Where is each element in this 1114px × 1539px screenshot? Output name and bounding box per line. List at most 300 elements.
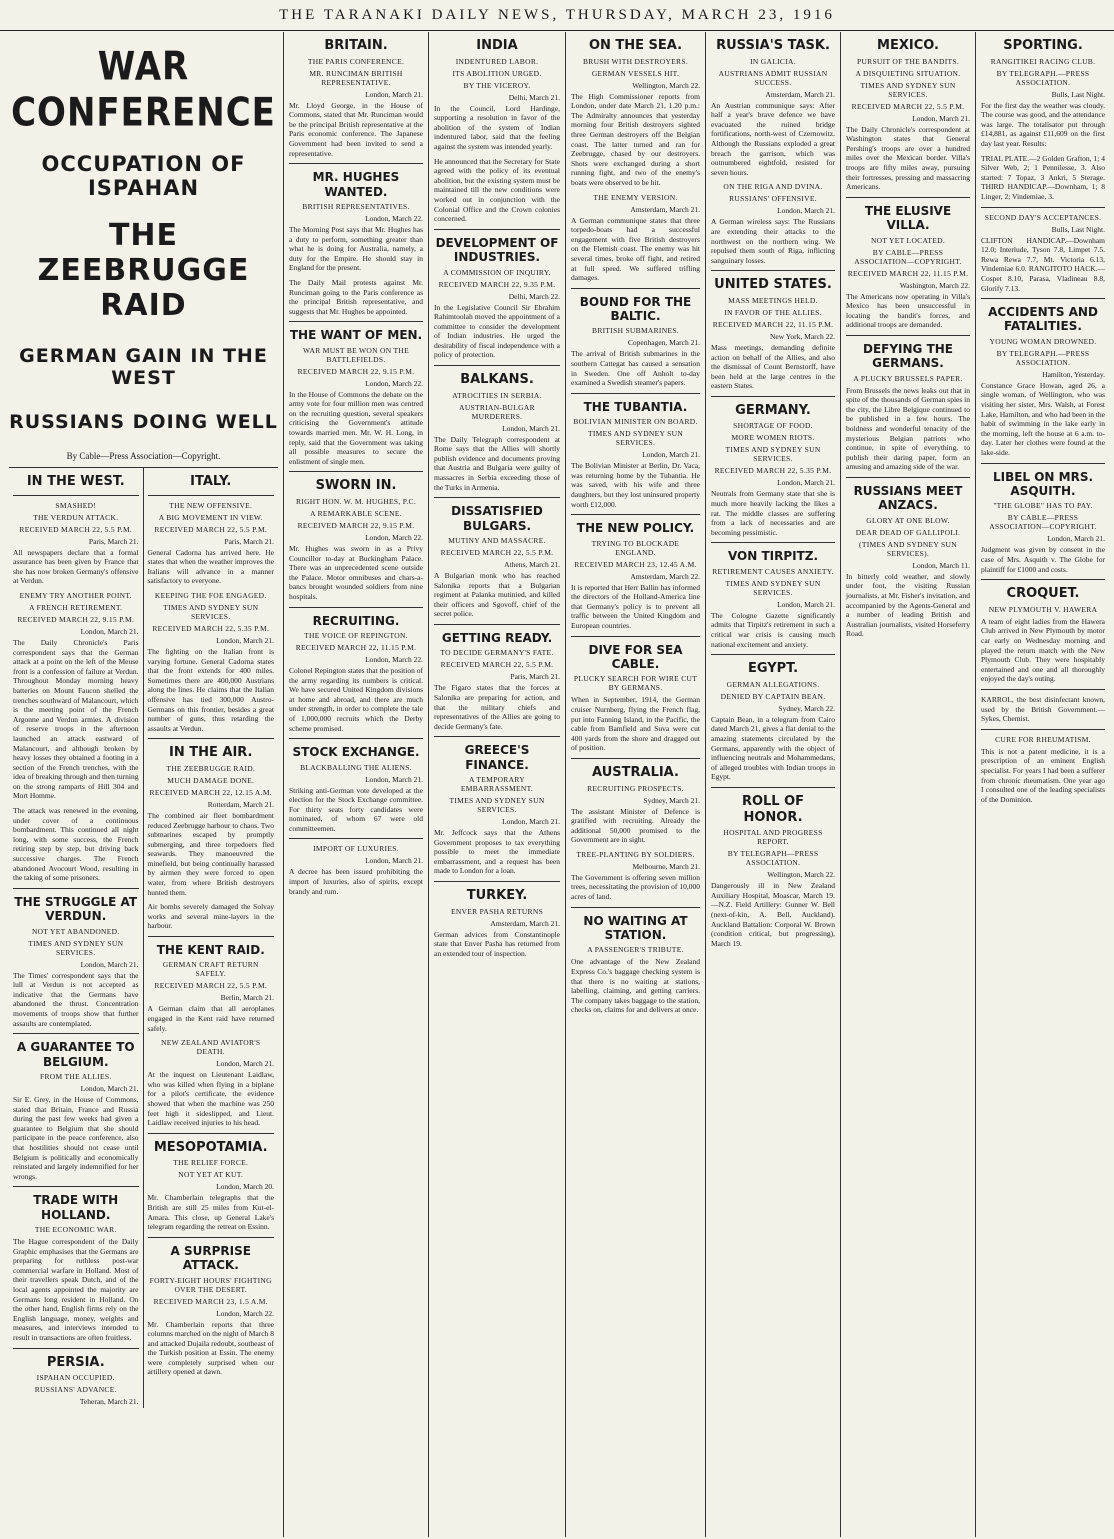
agency-line: TIMES AND SYDNEY SUN SERVICES. — [587, 429, 684, 448]
dateline: Delhi, March 21. — [508, 92, 560, 102]
divider — [434, 881, 560, 882]
article-head-west: IN THE WEST. — [26, 474, 125, 489]
dateline: London, March 21. — [80, 1083, 139, 1093]
article-head-recruiting: RECRUITING. — [312, 613, 400, 628]
received-line: RECEIVED MARCH 22, 5.5 P.M. — [440, 660, 554, 670]
front-credit: By Cable—Press Association—Copyright. — [66, 451, 221, 461]
divider — [289, 738, 423, 739]
divider — [846, 335, 970, 336]
article-body: Judgment was given by consent in the case of Mrs. Asquith v. The Globe for plaintiff for £1000 and costs. — [981, 545, 1105, 574]
dateline: Hamilton, Yesterday. — [1042, 369, 1105, 379]
article-body: Dangerously ill in New Zealand Auxiliary Hospital, Moascar, March 19.—N.Z. Field Artillery: Gunner W. Bell (next-of-kin, A. Bell, Auckland). Auckland Battalion: Corporal W. Brown (condition critical, but progressing), March 19. — [711, 881, 835, 948]
dateline: London, March 21. — [912, 113, 970, 123]
banner-headline-war-conference: WAR CONFERENCE — [11, 44, 276, 136]
article-sub: A DISQUIETING SITUATION. — [855, 68, 961, 78]
article-head-croquet: CROQUET. — [1006, 586, 1080, 602]
article-sub: FORTY-EIGHT HOURS' FIGHTING OVER THE DESERT. — [149, 1275, 272, 1294]
divider — [13, 888, 139, 889]
dateline: Amsterdam, March 22. — [630, 571, 700, 581]
article-sub: THE ENEMY VERSION. — [593, 192, 678, 202]
article-body: Mass meetings, demanding definite action on behalf of the Allies, and also the dismissal of Count Bernstorff, have been held at the large centres in the eastern States. — [711, 342, 835, 391]
article-sub: PLUCKY SEARCH FOR WIRE CUT BY GERMANS. — [573, 674, 698, 693]
divider — [846, 477, 970, 478]
agency-line: BY CABLE—PRESS ASSOCIATION—COPYRIGHT. — [854, 247, 962, 266]
divider — [434, 624, 560, 625]
article-sub: TO DECIDE GERMANY'S FATE. — [440, 648, 554, 658]
article-head-industries: DEVELOPMENT OF INDUSTRIES. — [435, 235, 559, 265]
divider — [711, 542, 835, 543]
article-head-surprise: A SURPRISE ATTACK. — [170, 1243, 251, 1273]
divider — [981, 729, 1105, 730]
agency-line: (TIMES AND SYDNEY SUN SERVICES). — [859, 539, 957, 558]
article-sub: ITS ABOLITION URGED. — [452, 68, 542, 78]
article-head-sea: ON THE SEA. — [588, 38, 683, 53]
divider — [148, 1133, 275, 1134]
article-body: An Austrian communique says: After half a year's brave defence we have evacuated the ruined bridge fortifications, north-west of Czernowitz. Although the Russians exploded a great breach the garrison, which was outnumbered eightfold, resisted for seven hours. — [711, 100, 835, 177]
article-body: The fighting on the Italian front is varying fortune. General Cadorna states that the front extends for 400 miles. Sometimes there are 400,000 Austrians along the lines. He claims that the Italian offensive has tied 300,000 Austro-Germans on this frontier, besides a great number of guns, thus retarding the assaults at Verdun. — [147, 646, 274, 733]
article-sub: MASS MEETINGS HELD. — [728, 295, 818, 305]
article-sub: THE VOICE OF REPINGTON. — [304, 630, 408, 640]
dateline: Teheran, March 21. — [79, 1397, 139, 1407]
article-body: Mr. Jeffcock says that the Athens Government proposes to tax everything possible to meet the immediate embarrassment, and a request has been made to London for a loan. — [434, 828, 560, 876]
dateline: London, March 21. — [80, 959, 139, 969]
article-body: Colonel Repington states that the position of the army regarding its numbers is critical. We have secured United Kingdom divisions at home and abroad, and there are much under strength, in order to complete the tale of 1,000,000 recruits which the Derby scheme promised. — [289, 665, 423, 733]
article-sub: BRITISH REPRESENTATIVES. — [302, 201, 410, 211]
article-body: A Bulgarian monk who has reached Salonika reports that a Bulgarian regiment at Palanka mutinied, and killed their officers and Sgovoff, chief of the secret police. — [434, 571, 560, 619]
article-sub: WAR MUST BE WON ON THE BATTLEFIELDS. — [303, 345, 409, 364]
article-sub: INDENTURED LABOR. — [455, 56, 539, 66]
article-body: In the House of Commons the debate on the army vote for four million men was centred on the recruiting question, several speakers criticising the Government's attitude towards married men. Mr. W. H. Long, in reply, said that the Government was taking all possible measures to secure the enlistment of single men. — [289, 389, 423, 466]
divider — [148, 738, 275, 739]
divider — [434, 365, 560, 366]
column-britain — [284, 32, 429, 1537]
dateline: London, March 21. — [365, 774, 423, 784]
article-sub: RECRUITING PROSPECTS. — [587, 783, 684, 793]
article-body: The arrival of British submarines in the southern Cattegat has caused a sensation in Sweden. One off Anholt to-day examined a Swedish steamer's papers. — [571, 349, 700, 388]
article-sub: BLACKBALLING THE ALIENS. — [300, 762, 412, 772]
received-line: RECEIVED MARCH 22, 5.35 P.M. — [714, 466, 832, 476]
divider — [289, 471, 423, 472]
article-head-germany: GERMANY. — [735, 402, 811, 418]
article-body: In the Legislative Council Sir Ebrahim Rahimtoolah moved the appointment of a committee to consider the development of Indian industries. He urged the desirability of fiscal independence with a policy of protection. — [434, 302, 560, 360]
article-body: The High Commissioner reports from London, under date March 21, 1.20 p.m.: The Admiralty announces that yesterday morning four British destroyers sighted three German destroyers off the Belgian coast. The latter turned and ran for Zeebrugge, chased by our destroyers. Shots were exchanged during a short running fight, and two of the enemy's boats were observed to be hit. — [571, 91, 700, 187]
dateline: London, March 20. — [216, 1182, 274, 1192]
article-head-hughes: MR. HUGHES WANTED. — [312, 170, 400, 199]
article-head-men: THE WANT OF MEN. — [289, 328, 423, 343]
article-sub: SHORTAGE OF FOOD. — [733, 421, 813, 431]
article-sub: GERMAN VESSELS HIT. — [591, 68, 680, 78]
article-sub: CURE FOR RHEUMATISM. — [995, 734, 1091, 744]
article-body: In bitterly cold weather, and slowly under foot, the visiting Russian journalists, at Mr. Fisher's invitation, and accompanied by the Agents-General and a number of leading British and Australian journalists, visited Horseferry Road. — [846, 571, 970, 639]
article-head-holland: TRADE WITH HOLLAND. — [33, 1193, 119, 1222]
article-body: The assistant Minister of Defence is gratified with recruiting. Already the additional 50,000 promised to the Government are in sight. — [571, 806, 700, 845]
divider — [148, 495, 275, 496]
article-body: A team of eight ladies from the Hawera Club arrived in New Plymouth by motor car early on Wednesday morning and played the return match with the New Plymouth Club. They were hospitably entertained and one and all thoroughly enjoyed the day's outing. — [981, 616, 1105, 684]
article-sub: PURSUIT OF THE BANDITS. — [856, 56, 960, 66]
article-sub: IMPORT OF LUXURIES. — [313, 844, 399, 854]
divider — [571, 636, 700, 637]
dateline: Bulls, Last Night. — [1051, 89, 1105, 99]
front-subcolumn-left — [9, 468, 144, 1408]
article-head-anzacs: RUSSIANS MEET ANZACS. — [853, 484, 963, 513]
article-head-mesopotamia: MESOPOTAMIA. — [153, 1139, 268, 1155]
article-body: The Hague correspondent of the Daily Graphic emphasises that the Germans are preparing for ruthless post-war commercial warfare in Holland. Most of their travellers speak Dutch, and of the local agents appointed the majority are Germans long resident in Holland. On the other hand, English firms rely on the English language, money, weights and measures, and interviews intended to result in transactions are often fruitless. — [13, 1237, 139, 1342]
article-body: The Cologne Gazette significantly admits that Tirpitz's retirement in such a critical war crisis is causing much national excitement and anxiety. — [711, 610, 835, 649]
received-line: RECEIVED MARCH 22, 11.15 P.M. — [712, 319, 834, 329]
article-body: The Times' correspondent says that the lull at Verdun is not accepted as indicative that the Germans have abandoned the thrust. Concentration movements of troops show that further assaults are contemplated. — [13, 970, 139, 1028]
divider — [846, 197, 970, 198]
received-line: RECEIVED MARCH 22, 9.15 P.M. — [297, 366, 415, 376]
article-sub: A BIG MOVEMENT IN VIEW. — [158, 512, 263, 522]
article-body: The Bolivian Minister at Berlin, Dr. Vaca, was returning home by the Tubantia. He was saved, with his wife and three daughters, but they lost uninsured property worth £12,000. — [571, 461, 700, 509]
article-body: The attack was renewed in the evening, under cover of a continuous bombardment. This continued all night long, with some success, the French retiring step by step, but driving back successive charges. The French abandoned Avocourt Wood, resulting in the taking of some prisoners. — [13, 806, 139, 883]
received-line: RECEIVED MARCH 23, 12.45 A.M. — [574, 559, 697, 569]
article-body: Mr. Chamberlain telegraphs that the British are still 25 miles from Kut-el-Amara. This close, up General Lake's telegram regarding the retreat on Essinn. — [147, 1193, 274, 1232]
article-body: All newspapers declare that a formal assurance has been given by France that she has now broken Germany's offensive at Verdun. — [13, 547, 139, 586]
article-body: CLIFTON HANDICAP.—Downham 12.0; Interlude, Tyson 7.8, Limpet 7.5. Rewa Rewa 7.7, Mt. Victoria 6.13, Vindemiae 6.0. RANGITOTO HACK.—Cospet 8.10, Parasa, Vladineau 8.8, Glorify 7.13. — [981, 235, 1105, 293]
divider — [981, 463, 1105, 464]
article-sub: "THE GLOBE" HAS TO PAY. — [993, 501, 1093, 511]
divider — [981, 689, 1105, 690]
article-sub: RUSSIANS' ADVANCE. — [34, 1385, 117, 1395]
divider — [289, 838, 423, 839]
article-sub: IN FAVOR OF THE ALLIES. — [724, 307, 822, 317]
dateline: Copenhagen, March 21. — [627, 338, 700, 348]
received-line: RECEIVED MARCH 22, 9.15 P.M. — [297, 521, 415, 531]
banner-headline-german-gain: GERMAN GAIN IN THE WEST — [19, 345, 268, 389]
agency-line: TIMES AND SYDNEY SUN SERVICES. — [163, 602, 259, 621]
front-subcolumn-right — [144, 468, 279, 1408]
article-head-sporting: SPORTING. — [1003, 38, 1083, 53]
column-sea — [566, 32, 706, 1537]
agency-line: TIMES AND SYDNEY SUN SERVICES. — [28, 938, 124, 957]
article-body: Air bombs severely damaged the Solvay works and several mine-layers in the harbour. — [147, 902, 274, 931]
article-body: Striking anti-German vote developed at the election for the Stock Exchange committee. For thirty seats forty candidates were nominated, of whom 67 were old committeemen. — [289, 785, 423, 833]
article-head-stock: STOCK EXCHANGE. — [292, 745, 420, 760]
advertisement: KARROL, the best disinfectant known, used by the British Government.—Sykes, Chemist. — [981, 694, 1105, 724]
article-sub: GERMAN ALLEGATIONS. — [726, 679, 820, 689]
banner-headline-russians: RUSSIANS DOING WELL — [9, 411, 278, 433]
article-head-baltic: BOUND FOR THE BALTIC. — [579, 294, 692, 324]
article-head-us: UNITED STATES. — [714, 277, 832, 293]
article-head-italy: ITALY. — [190, 474, 232, 489]
article-head-verdun: THE STRUGGLE AT VERDUN. — [14, 894, 138, 924]
article-body: One advantage of the New Zealand Express Co.'s baggage checking system is that there is no waiting at stations, labelling, claiming, and getting carriers. The company takes baggage to the station, checks on, claims for and delivers at once. — [571, 957, 700, 1015]
article-sub: A PLUCKY BRUSSELS PAPER. — [853, 373, 963, 383]
dateline: Wellington, March 22. — [632, 80, 700, 90]
dateline: London, March 22. — [365, 654, 423, 664]
column-sporting — [976, 32, 1110, 1537]
divider — [981, 207, 1105, 208]
article-body: Mr. Chamberlain reports that three columns marched on the night of March 8 and attacked Dujaila redoubt, southeast of the Turkish position at Essin. The enemy were completely surprised when our artillery opened at dawn. — [147, 1319, 274, 1377]
divider — [13, 495, 139, 496]
article-sub: THE ZEEBRUGGE RAID. — [166, 763, 256, 773]
divider — [981, 298, 1105, 299]
divider — [434, 229, 560, 230]
article-body: From Brussels the news leaks out that in spite of the thousands of German spies in the city, the Libre Belgique continued to be published in a few hours. The boldness and wonderful tenacity of the mysterious Belgian patriots who continue, in spite of everything, to publish their daring paper, form an amusing and amazing side of the war. — [846, 385, 970, 472]
article-head-bulgars: DISSATISFIED BULGARS. — [451, 504, 543, 533]
article-body: In the Council, Lord Hardinge, supporting a resolution in favor of the abolition of the system of Indian indentured labor, said that the feeling against the system was intended yearly. — [434, 103, 560, 151]
article-head-mexico: MEXICO. — [877, 38, 939, 53]
article-head-cable: DIVE FOR SEA CABLE. — [588, 642, 683, 671]
article-body: The Americans now operating in Villa's Mexico has been unsuccessful in locating the bandit's forces, and additional troops are demanded. — [846, 291, 970, 330]
divider — [148, 1237, 275, 1238]
divider — [711, 396, 835, 397]
divider — [289, 163, 423, 164]
article-sub: MUTINY AND MASSACRE. — [448, 536, 546, 545]
agency-line: BY TELEGRAPH—PRESS ASSOCIATION. — [727, 849, 819, 868]
agency-line: TIMES AND SYDNEY SUN SERVICES. — [449, 796, 545, 815]
article-head-greece: GREECE'S FINANCE. — [464, 743, 530, 772]
article-head-brussels: DEFYING THE GERMANS. — [862, 341, 953, 371]
article-sub: ENEMY TRY ANOTHER POINT. — [19, 590, 132, 600]
article-sub: ATROCITIES IN SERBIA. — [452, 390, 542, 400]
article-sub: KEEPING THE FOE ENGAGED. — [154, 590, 267, 600]
article-body: The Morning Post says that Mr. Hughes has a duty to perform, something greater than what he is doing for Australia, namely, a duty for the Empire. He should stay in England for the present. — [289, 224, 423, 273]
article-sub: RIGHT HON. W. M. HUGHES, P.C. — [295, 497, 417, 507]
article-head-air: IN THE AIR. — [169, 745, 253, 761]
dateline: Athens, March 21. — [504, 560, 560, 569]
dateline: Melbourne, March 21. — [632, 861, 700, 871]
article-sub: RUSSIANS' OFFENSIVE. — [729, 194, 817, 204]
dateline: London, March 21. — [502, 817, 560, 827]
divider — [571, 288, 700, 289]
dateline: London, March 22. — [365, 378, 423, 388]
received-line: RECEIVED MARCH 22, 5.5 P.M. — [440, 548, 554, 557]
article-body: Mr. Hughes was sworn in as a Privy Councillor to-day at Buckingham Palace. There was an unprecedented scene outside the Palace. Motor omnibuses and chars-a-bancs brought wounded soldiers from nine hospitals. — [289, 544, 423, 601]
dateline: London, March 21. — [777, 206, 835, 216]
article-sub: RANGITIKEI RACING CLUB. — [990, 56, 1096, 66]
article-sub: DENIED BY CAPTAIN BEAN. — [720, 691, 826, 701]
article-body: A decree has been issued prohibiting the import of luxuries, also of spirits, except brandy and rum. — [289, 867, 423, 896]
article-head-sworn: SWORN IN. — [315, 478, 397, 494]
article-sub: NOT YET ABANDONED. — [31, 926, 120, 936]
agency-line: BY TELEGRAPH.—PRESS ASSOCIATION. — [996, 348, 1090, 367]
article-body: At the inquest on Lieutenant Laidlaw, who was killed when flying in a biplane for a pilot's certificate, the evidence showed that when the machine was 250 feet high it sideslipped, and Lieut. Laidlaw received injuries to his head. — [147, 1070, 274, 1128]
dateline: Berlin, March 21. — [220, 993, 274, 1003]
article-sub: TREE-PLANTING BY SOLDIERS. — [576, 849, 695, 859]
article-sub: THE RELIEF FORCE. — [173, 1158, 249, 1168]
article-head-asquith: LIBEL ON MRS. ASQUITH. — [992, 469, 1094, 499]
dateline: London, March 21. — [216, 635, 274, 645]
article-sub: MR. RUNCIMAN BRITISH REPRESENTATIVE. — [309, 68, 403, 87]
article-body: Neutrals from Germany state that she is much more heavily lacking the likes a rat. The middle classes are suffering from a lack of necessaries and are becoming pessimistic. — [711, 489, 835, 537]
dateline: London, March 22. — [365, 533, 423, 543]
article-sub: HOSPITAL AND PROGRESS REPORT. — [723, 828, 823, 847]
dateline: Bulls, Last Night. — [1051, 224, 1105, 234]
dateline: Rotterdam, March 21. — [207, 799, 274, 809]
divider — [289, 607, 423, 608]
received-line: RECEIVED MARCH 22, 5.5 P.M. — [19, 524, 133, 534]
dateline: London, March 22. — [365, 213, 423, 223]
article-body: TRIAL PLATE.—2 Golden Grafton, 1; 4 Silver Web, 2; 1 Pennilesse, 3. Also started: 7 Topaz, 3 Ankri, 5 Sterage. THIRD HANDICAP.—Downham, 1; 8 Linger, 2; Vindemiae, 3. — [981, 153, 1105, 201]
article-body: German advices from Constantinople state that Enver Pasha has returned from an extended tour of inspection. — [434, 929, 560, 958]
dateline: London, March 21. — [777, 478, 835, 488]
article-body: The combined air fleet bombardment reduced Zeebrugge harbour to chaos. Two submarines escaped by promptly submerging, and three torpedoers fled seawards. They manoeuvred the minefield, but being continually harassed by airmen they were forced to open water, from where British destroyers hunted them. — [147, 810, 274, 897]
article-sub: GLORY AT ONE BLOW. — [866, 515, 950, 525]
received-line: RECEIVED MARCH 22, 5.5 P.M. — [154, 981, 268, 991]
divider — [571, 514, 700, 515]
column-mexico — [841, 32, 976, 1537]
article-sub: THE NEW OFFENSIVE. — [169, 500, 253, 510]
masthead: THE TARANAKI DAILY NEWS, THURSDAY, MARCH 23, 1916 — [0, 0, 1114, 31]
dateline: New York, March 22. — [770, 331, 835, 341]
article-sub: DEAR DEAD OF GALLIPOLI. — [855, 527, 961, 537]
dateline: Sydney, March 22. — [778, 703, 835, 713]
article-sub: BRUSH WITH DESTROYERS. — [582, 56, 688, 66]
article-body: It is reported that Herr Ballin has informed the directors of the Holland-America line that Germany's policy is to prevent all traffic between the United Kingdom and European countries. — [571, 582, 700, 630]
article-sub: A PASSENGER'S TRIBUTE. — [587, 945, 684, 955]
received-line: RECEIVED MARCH 22, 5.5 P.M. — [851, 101, 965, 111]
article-body: Mr. Lloyd George, in the House of Commons, stated that Mr. Runciman would be the principal British representative at the Paris economic conference. The Japanese Government had been invited to send a representative. — [289, 100, 423, 158]
article-sub: ON THE RIGA AND DVINA. — [723, 182, 823, 192]
article-sub: BRITISH SUBMARINES. — [592, 326, 679, 336]
article-sub: A TEMPORARY EMBARRASSMENT. — [460, 775, 534, 794]
article-sub: NOT YET LOCATED. — [870, 235, 946, 245]
column-front — [4, 32, 284, 1537]
article-body: He announced that the Secretary for State agreed with the policy of its eventual abolition, but the existing system must be maintained till the new conditions were worked out in conjunction with the Colonial Office and the Crown colonies concerned. — [434, 156, 560, 224]
dateline: Amsterdam, March 21. — [490, 918, 560, 928]
article-sub: YOUNG WOMAN DROWNED. — [989, 336, 1097, 346]
divider — [434, 497, 560, 498]
agency-line: BY CABLE—PRESS ASSOCIATION—COPYRIGHT. — [989, 513, 1097, 532]
article-body: The Daily Telegraph correspondent at Rome says that the Allies will shortly publish evidence and documents proving that Austria and Bulgaria were guilty of massacres in Serbia exceeding those of the Turks in Armenia. — [434, 434, 560, 492]
dateline: Sydney, March 21. — [643, 795, 700, 805]
received-line: RECEIVED MARCH 22, 5.35 P.M. — [152, 623, 270, 633]
article-sub: ENVER PASHA RETURNS — [450, 906, 544, 916]
article-head-persia: PERSIA. — [46, 1354, 105, 1370]
article-sub: RETIREMENT CAUSES ANXIETY. — [712, 566, 834, 576]
article-body: The Daily Mail protests against Mr. Runciman going to the Paris conference as the principal British representative, and suggests that Mr. Hughes be appointed. — [289, 277, 423, 316]
article-body: For the first day the weather was cloudy. The course was good, and the attendance was large. The totalisator put through £14,881, as against £11,609 on the first day last year. Results: — [981, 100, 1105, 148]
article-body: Constance Grace Howan, aged 26, a single woman, of Wellington, who was visiting her sister, Mrs. Walsh, at Forest Lake, Hamilton, and who had been in the habit of swimming in the lake early in the morning, left the house at 6 a.m. to-day. Later her clothes were found at the lake-side. — [981, 380, 1105, 458]
article-sub: SECOND DAY'S ACCEPTANCES. — [984, 212, 1102, 222]
article-head-australia: AUSTRALIA. — [592, 764, 679, 780]
dateline: Wellington, March 22. — [767, 870, 835, 880]
received-line: RECEIVED MARCH 22, 9.15 P.M. — [17, 614, 135, 624]
article-head-accidents: ACCIDENTS AND FATALITIES. — [988, 305, 1098, 334]
article-body: The Government is offering seven million trees, necessitating the provision of 10,000 acres of land. — [571, 872, 700, 902]
article-sub: GERMAN CRAFT RETURN SAFELY. — [162, 960, 259, 979]
dateline: London, March 22. — [216, 1308, 274, 1318]
article-body: General Cadorna has arrived here. He states that when the weather improves the Italians will advance in a manner satisfactory to everyone. — [147, 547, 274, 586]
article-head-tirpitz: VON TIRPITZ. — [727, 549, 819, 564]
divider — [571, 907, 700, 908]
banner-headline-ispahan: OCCUPATION OF ISPAHAN — [41, 152, 246, 200]
article-sub: FROM THE ALLIES. — [39, 1071, 112, 1081]
article-head-russia: RUSSIA'S TASK. — [716, 38, 830, 53]
article-head-belgium: A GUARANTEE TO BELGIUM. — [16, 1040, 135, 1069]
dateline: London, March 21. — [216, 1059, 274, 1069]
article-head-balkans: BALKANS. — [460, 372, 534, 388]
article-sub: THE PARIS CONFERENCE. — [307, 56, 405, 66]
received-line: RECEIVED MARCH 22, 9.35 P.M. — [438, 279, 556, 289]
front-subcolumns — [9, 467, 278, 1408]
article-body: Sir E. Grey, in the House of Commons, stated that Britain, France and Russia during the past few weeks had given a guarantee to Belgium that she should participate in the peace conference, also that hostilities should not cease until Belgium is politically and economically reinstated and largely indemnified for her wrongs. — [13, 1094, 139, 1181]
dateline: London, March 21. — [365, 89, 423, 99]
divider — [981, 579, 1105, 580]
article-head-turkey: TURKEY. — [466, 888, 528, 904]
dateline: London, March 11. — [912, 560, 970, 570]
dateline: Delhi, March 22. — [508, 291, 560, 301]
article-sub: A COMMISSION OF INQUIRY. — [443, 267, 551, 277]
received-line: RECEIVED MARCH 23, 1.5 A.M. — [153, 1296, 268, 1306]
divider — [571, 758, 700, 759]
article-sub: THE ECONOMIC WAR. — [34, 1225, 117, 1235]
agency-line: BY TELEGRAPH.—PRESS ASSOCIATION. — [996, 68, 1090, 87]
article-head-kent: THE KENT RAID. — [156, 943, 265, 958]
dateline: Paris, March 21. — [510, 672, 560, 682]
dateline: London, March 21. — [642, 450, 700, 460]
article-sub: NEW PLYMOUTH V. HAWERA — [988, 604, 1098, 614]
article-body: The Figaro states that the forces at Salonika are preparing for action, and that the military chiefs and representatives of the Allies are going to decide Germany's fate. — [434, 683, 560, 731]
article-head-station: NO WAITING AT STATION. — [583, 913, 688, 943]
divider — [711, 654, 835, 655]
article-head-villa: THE ELUSIVE VILLA. — [864, 203, 952, 233]
agency-line: TIMES AND SYDNEY SUN SERVICES. — [725, 445, 821, 464]
article-sub: THE VERDUN ATTACK. — [33, 512, 119, 522]
article-head-britain: BRITAIN. — [324, 38, 388, 53]
divider — [13, 1348, 139, 1349]
article-head-ready: GETTING READY. — [441, 630, 553, 645]
divider — [711, 787, 835, 788]
dateline: Paris, March 21. — [88, 536, 139, 546]
dateline: London, March 21. — [365, 856, 423, 866]
article-sub: IN GALICIA. — [750, 56, 796, 66]
dateline: London, March 21. — [502, 423, 560, 433]
divider — [13, 1186, 139, 1187]
divider — [13, 1033, 139, 1034]
divider — [571, 393, 700, 394]
agency-line: TIMES AND SYDNEY SUN SERVICES. — [725, 578, 821, 597]
article-sub: TRYING TO BLOCKADE ENGLAND. — [591, 538, 680, 557]
banner-headline-zeebrugge: THE ZEEBRUGGE RAID — [37, 218, 250, 323]
article-body: A German communique states that three torpedo-boats had a successful engagement with five British destroyers on the Flemish coast. The enemy was hit several times, broke off fight, and retired at full speed. We suffered trifling damages. — [571, 215, 700, 283]
article-sub: BY THE VICEROY. — [463, 80, 531, 90]
article-body: A German wireless says: The Russians are extending their attacks to the northwest on the northern wing. We repulsed them south of Riga, inflicting sanguinary losses. — [711, 217, 835, 265]
dateline: Amsterdam, March 21. — [630, 204, 700, 214]
article-body: This is not a patent medicine, it is a prescription of an eminent English specialist. For years I had been a sufferer from chronic rheumatism. One year ago I consulted one of the leading specialists of the Dominion. — [981, 746, 1105, 804]
article-head-policy: THE NEW POLICY. — [576, 521, 695, 536]
article-sub: MUCH DAMAGE DONE. — [167, 775, 255, 785]
article-sub: NOT YET AT KUT. — [178, 1170, 244, 1180]
dateline: London, March 21. — [1047, 534, 1105, 544]
article-sub: NEW ZEALAND AVIATOR'S DEATH. — [161, 1038, 261, 1057]
article-sub: AUSTRIAN-BULGAR MURDERERS. — [459, 402, 535, 421]
article-sub: ISPAHAN OCCUPIED. — [36, 1373, 115, 1383]
article-sub: A FRENCH RETIREMENT. — [29, 602, 123, 612]
received-line: RECEIVED MARCH 22, 11.15 P.M. — [295, 642, 417, 652]
article-body: The Daily Chronicle's correspondent at Washington states that General Pershing's troops are over a hundred miles over the Mexican border. Villa's troops are fifty miles away, pursuing their fortresses, pressing and massacring Americans. — [846, 124, 970, 192]
columns — [4, 32, 1110, 1537]
article-head-india: INDIA — [476, 38, 518, 53]
dateline: Washington, March 22. — [899, 280, 970, 290]
divider — [434, 736, 560, 737]
received-line: RECEIVED MARCH 22, 12.15 A.M. — [149, 787, 272, 797]
dateline: London, March 21. — [80, 626, 139, 636]
article-sub: MORE WOMEN RIOTS. — [731, 433, 815, 443]
article-sub: BOLIVIAN MINISTER ON BOARD. — [573, 417, 698, 427]
column-india — [429, 32, 566, 1537]
divider — [711, 270, 835, 271]
article-sub: AUSTRIANS ADMIT RUSSIAN SUCCESS. — [718, 68, 828, 87]
column-russia — [706, 32, 841, 1537]
article-sub: SMASHED! — [55, 500, 97, 510]
article-head-tubantia: THE TUBANTIA. — [583, 399, 688, 414]
divider — [148, 936, 275, 937]
received-line: RECEIVED MARCH 22, 11.15 P.M. — [847, 268, 969, 278]
article-body: Captain Bean, in a telegram from Cairo dated March 21, gives a flat denial to the amazing statements circulated by the Germans, apparently with the object of influencing neutrals and Mohammedans, of alleged troubles with Indian troops in Egypt. — [711, 714, 835, 782]
